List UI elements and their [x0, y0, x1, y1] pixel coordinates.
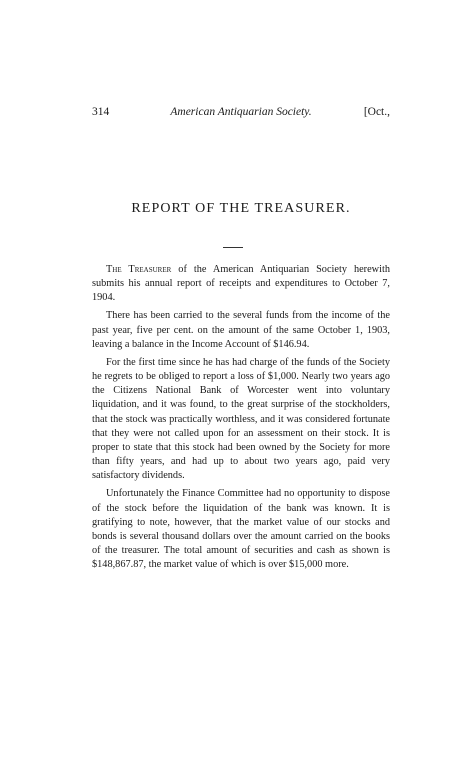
report-body	[92, 263, 390, 576]
paragraph	[92, 487, 390, 572]
paragraph-text: For the first time since he has had charge of the funds of the Society he regrets to be obliged to report a loss of $1,000. Nearly two years ago the Citizens National Bank of Worcester went into voluntary liquidation, and it was found, to the great surprise of the stockholders, that the stock was practically worthless, and it was considered fortunate that they were not called upon for an assessment on their stock. It is proper to state that this stock had been owned by the Society for more than fifty years, and had up to about two years ago, paid very satisfactory dividends.	[92, 356, 390, 482]
paragraph	[92, 309, 390, 351]
page-number: 314	[92, 106, 110, 118]
running-head	[92, 104, 390, 120]
section-heading: REPORT OF THE TREASURER.	[131, 201, 351, 216]
paragraph-text: Unfortunately the Finance Committee had no opportunity to dispose of the stock before the liquidation of the bank was known. It is gratifying to note, however, that the market value of our stocks and bonds is several thousand dollars over the amount carried on the books of the treasurer. The total amount of securities and cash as shown is $148,867.87, the market value of which is over $15,000 more.	[92, 488, 390, 571]
paragraph-text: There has been carried to the several funds from the income of the past year, five per cent. on the amount of the same October 1, 1903, leaving a balance in the Income Account of $146.94.	[92, 310, 390, 350]
heading-divider	[223, 247, 243, 248]
paragraph-lead: The Treasurer	[106, 264, 172, 275]
paragraph	[92, 263, 390, 305]
running-title: American Antiquarian Society.	[170, 106, 312, 118]
paragraph	[92, 356, 390, 483]
paragraph-text: of the American Antiquarian Society herewith submits his annual report of receipts and expenditures to October 7, 1904.	[92, 264, 390, 304]
running-date: [Oct.,	[363, 106, 390, 118]
